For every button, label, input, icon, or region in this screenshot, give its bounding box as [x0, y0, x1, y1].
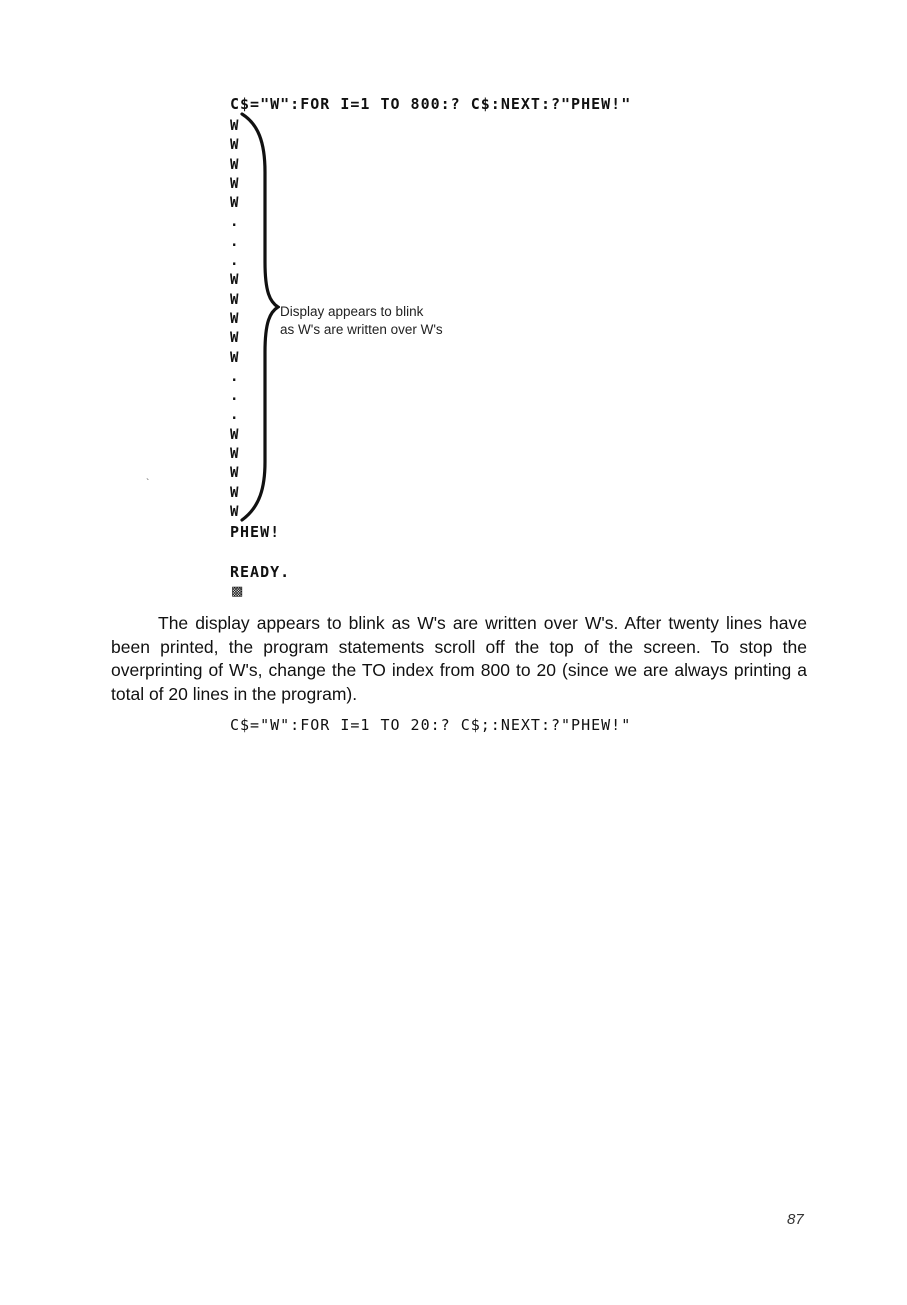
annotation-callout — [280, 303, 443, 339]
screen-line-w: W — [230, 137, 239, 154]
annotation-line-1: Display appears to blink — [280, 304, 424, 319]
annotation-line-2: as W's are written over W's — [280, 322, 443, 337]
ellipsis-dot: . — [230, 214, 239, 231]
screen-line-w: W — [230, 195, 239, 212]
ellipsis-dot: . — [230, 407, 239, 424]
program-statement: C$="W":FOR I=1 TO 800:? C$:NEXT:?"PHEW!" — [230, 95, 632, 113]
stray-mark: ` — [146, 478, 150, 489]
ellipsis-dot: . — [230, 368, 239, 385]
ellipsis-dot: . — [230, 233, 239, 250]
screen-line-w: W — [230, 465, 239, 482]
screen-line-w: W — [230, 310, 239, 327]
screen-line-w: W — [230, 446, 239, 463]
screen-line-w: W — [230, 349, 239, 366]
ellipsis-dot: . — [230, 388, 239, 405]
ready-prompt: READY. — [230, 563, 291, 581]
screen-line-w: W — [230, 291, 239, 308]
screen-line-w: W — [230, 175, 239, 192]
corrected-program-statement: C$="W":FOR I=1 TO 20:? C$;:NEXT:?"PHEW!" — [230, 716, 632, 734]
screen-line-w: W — [230, 484, 239, 501]
screen-output — [230, 117, 238, 522]
screen-line-w: W — [230, 426, 239, 443]
body-paragraph: The display appears to blink as W's are written over W's. After twenty lines have been printed, the program statements scroll off the top of the screen. To stop the overprinting of W's, change the TO index from 800 to 20 (since we are always printing a total of 20 lines in the program). — [111, 613, 807, 704]
curly-brace-icon — [240, 112, 280, 522]
pheu-output: PHEW! — [230, 523, 281, 541]
cursor-icon: ▩ — [231, 584, 244, 599]
screen-line-w: W — [230, 156, 239, 173]
screen-line-w: W — [230, 503, 239, 520]
screen-line-w: W — [230, 118, 239, 134]
page-number: 87 — [787, 1211, 804, 1228]
ellipsis-dot: . — [230, 253, 239, 270]
screen-line-w: W — [230, 272, 239, 289]
screen-line-w: W — [230, 330, 239, 347]
